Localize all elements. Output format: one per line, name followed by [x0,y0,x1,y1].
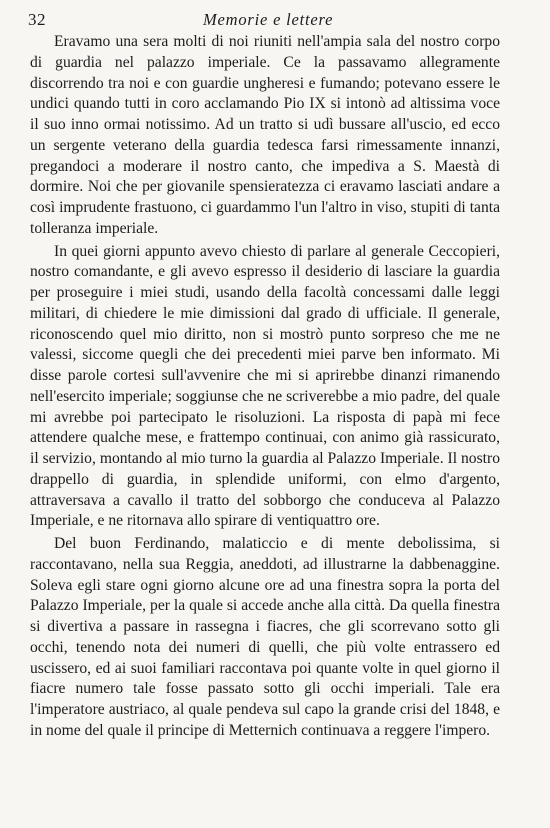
paragraph: Del buon Ferdinando, malaticcio e di mente debolissima, si raccontavano, nella sua Reggia, aneddoti, ad illustrarne la dabbenaggine. Soleva egli stare ogni giorno alcune ore ad una finestra sopra la porta del Palazzo Imperiale, per la quale si accede anche alla città. Da quella finestra si divertiva a passare in rassegna i fiacres, che gli scorrevano sotto gli occhi, tenendo nota dei numeri di quelli, che più volte entrassero ed uscissero, ed ai suoi familiari raccontava poi quante volte in quel giorno il fiacre numero tale fosse passato sotto gli occhi imperiali. Tale era l'imperatore austriaco, al quale pendeva sul capo la grande crisi del 1848, e in nome del quale il principe di Metternich continuava a reggere l'impero. [30,535,500,739]
page-number: 32 [28,10,46,29]
page-header [28,4,528,30]
running-title: Memorie e lettere [203,10,334,29]
body-text [30,32,500,744]
paragraph: In quei giorni appunto avevo chiesto di parlare al generale Ceccopieri, nostro comandante, e gli avevo espresso il desiderio di lasciare la guardia per proseguire i miei studi, usando della facoltà concessami dalle leggi militari, di chiedere le mie dimissioni dal grado di ufficiale. Il generale, riconoscendo quel mio diritto, non si mostrò punto sorpreso che me ne valessi, siccome quegli che dei precedenti miei parve ben informato. Mi disse parole cortesi sull'avvenire che mi si aprirebbe dinanzi rimanendo nell'esercito imperiale; soggiunse che ne scriverebbe a mio padre, del quale mi avrebbe poi partecipato le risoluzioni. La risposta di papà mi fece attendere qualche mese, e frattempo continuai, con animo già rassicurato, il servizio, montando al mio turno la guardia al Palazzo Imperiale. Il nostro drappello di guardia, in splendide uniformi, con elmo d'argento, attraversava a cavallo il tratto del sobborgo che conduceva al Palazzo Imperiale, e ne ritornava allo spirare di ventiquattro ore. [30,242,500,530]
paragraph: Eravamo una sera molti di noi riuniti nell'ampia sala del nostro corpo di guardia nel palazzo imperiale. Ce la passavamo allegramente discorrendo tra noi e con guardie ungheresi e fumando; potevano essere le undici quando tutti in coro acclamando Pio IX si intonò ad altissima voce il suo inno ormai notissimo. Ad un tratto si udì bussare all'uscio, ed ecco un sergente veterano della guardia tedesca farsi rimessamente innanzi, pregandoci a moderare il nostro canto, che impediva a S. Maestà di dormire. Noi che per giovanile spensieratezza ci eravamo lasciati andare a così imprudente frastuono, ci guardammo l'un l'altro in viso, stupiti di tanta tolleranza imperiale. [30,33,500,237]
